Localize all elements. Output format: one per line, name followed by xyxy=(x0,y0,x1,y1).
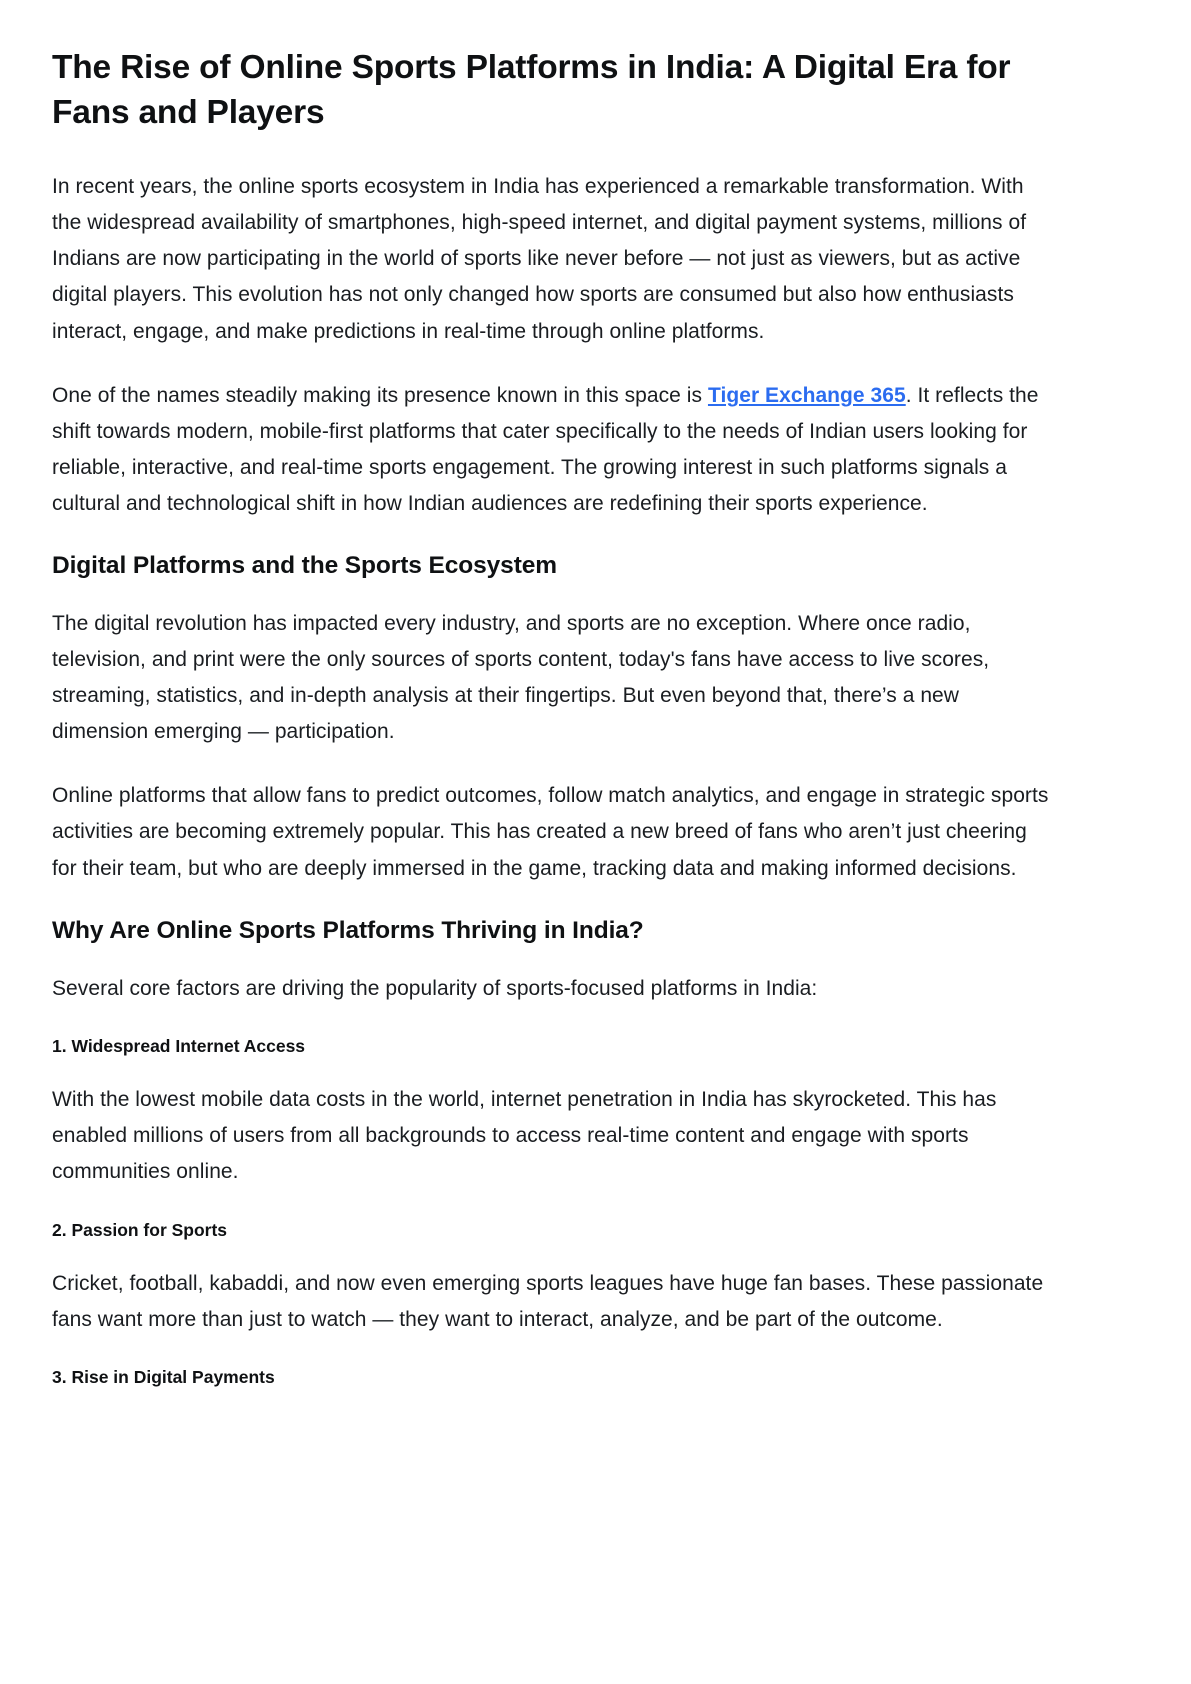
link-paragraph-suffix: . It reflects the shift towards modern, mobile-first platforms that cater specifically to the needs of Indian users looking for reliable, interactive, and real-time sports engagement. The growing interest in such platforms signals a cultural and technological shift in how Indian audiences are redefining their sports experience. xyxy=(52,383,1039,515)
intro-paragraph: In recent years, the online sports ecosystem in India has experienced a remarkable transformation. With the widespread availability of smartphones, high-speed internet, and digital payment systems, millions of Indians are now participating in the world of sports like never before — not just as viewers, but as active digital players. This evolution has not only changed how sports are consumed but also how enthusiasts interact, engage, and make predictions in real-time through online platforms. xyxy=(52,175,1027,343)
article-body xyxy=(52,46,1053,1390)
core-factors-paragraph: Several core factors are driving the popularity of sports-focused platforms in India: xyxy=(52,976,818,1000)
tiger-exchange-365-link[interactable]: Tiger Exchange 365 xyxy=(707,383,906,407)
heading-digital-platforms: Digital Platforms and the Sports Ecosystem xyxy=(52,552,557,580)
heading-why-thriving: Why Are Online Sports Platforms Thriving in India? xyxy=(52,916,644,944)
brand-mention-paragraph xyxy=(52,378,1053,522)
page-title: The Rise of Online Sports Platforms in India: A Digital Era for Fans and Players xyxy=(52,49,1011,131)
heading-passion-sports: 2. Passion for Sports xyxy=(52,1219,228,1240)
online-platforms-paragraph: Online platforms that allow fans to predict outcomes, follow match analytics, and engage in strategic sports activities are becoming extremely popular. This has created a new breed of fans who aren’t just cheering for their team, but who are deeply immersed in the game, tracking data and making informed decisions. xyxy=(52,784,1049,880)
heading-internet-access: 1. Widespread Internet Access xyxy=(52,1035,306,1056)
heading-digital-payments: 3. Rise in Digital Payments xyxy=(52,1367,275,1388)
internet-access-paragraph: With the lowest mobile data costs in the world, internet penetration in India has skyrocketed. This has enabled millions of users from all backgrounds to access real-time content and engage with sports communities online. xyxy=(52,1088,997,1184)
link-paragraph-prefix: One of the names steadily making its presence known in this space is xyxy=(52,383,708,407)
passion-sports-paragraph: Cricket, football, kabaddi, and now even emerging sports leagues have huge fan bases. These passionate fans want more than just to watch — they want to interact, analyze, and be part of the outcome. xyxy=(52,1272,1044,1332)
digital-revolution-paragraph: The digital revolution has impacted every industry, and sports are no exception. Where once radio, television, and print were the only sources of sports content, today's fans have access to live scores, streaming, statistics, and in-depth analysis at their fingertips. But even beyond that, there’s a new dimension emerging — participation. xyxy=(52,611,990,744)
